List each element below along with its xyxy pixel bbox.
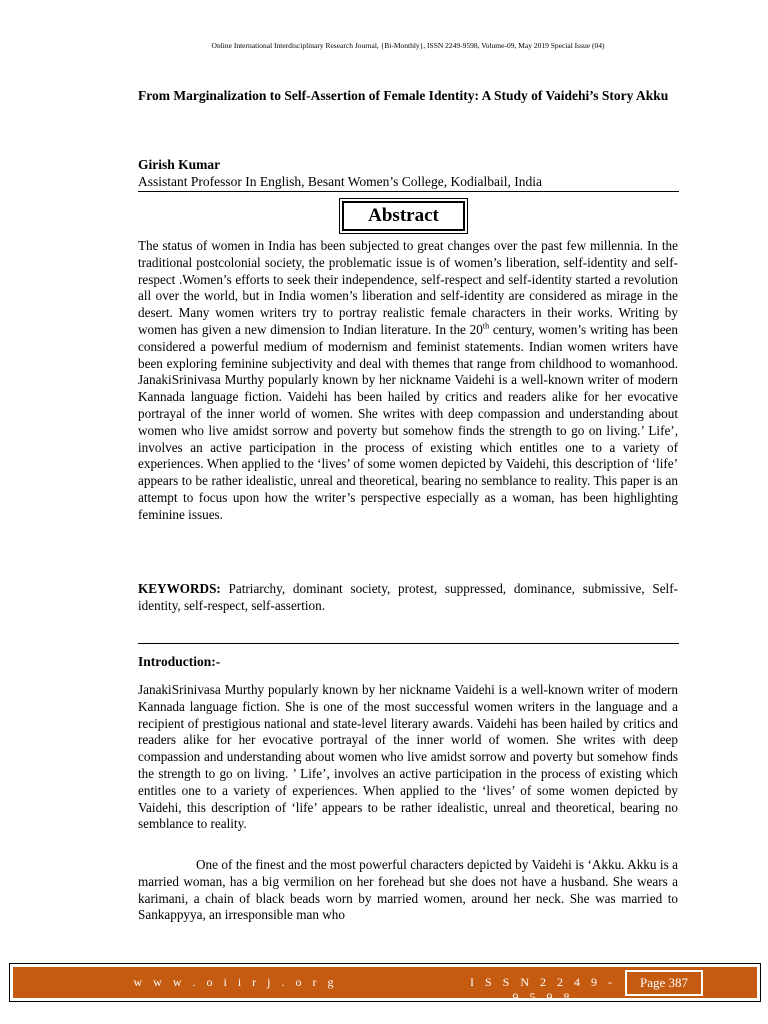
- page-footer: [9, 963, 761, 1002]
- abstract-superscript: th: [482, 321, 490, 331]
- abstract-heading: Abstract: [342, 201, 465, 231]
- abstract-text-part-2: century, women’s writing has been considered a powerful medium of modernism and feminist statements. Indian women writers have been exploring feminine subjectivity and deal with themes that range from childhood to womanhood. JanakiSrinivasa Murthy popularly known by her nickname Vaidehi is a well-known writer of modern Kannada language fiction. Vaidehi has been hailed by critics and readers alike for her evocative portrayal of the inner world of women. She writes with deep compassion and understanding about women who live amidst sorrow and poverty but somehow finds the strength to go on living.’ Life’, involves an active participation in the process of existing which entitles one to a variety of experiences. When applied to the ‘lives’ of some women depicted by Vaidehi, this description of ‘life’ appears to be rather idealistic, unreal and theoretical, bearing no semblance to reality. This paper is an attempt to focus upon how the writer’s perspective especially as a woman, has been highlighting feminine issues.: [138, 321, 678, 522]
- introduction-heading: Introduction:-: [138, 654, 221, 669]
- journal-header: Online International Interdisciplinary Research Journal, {Bi-Monthly}, ISSN 2249-9598, Volume-09, May 2019 Special Issue (04): [211, 41, 605, 50]
- footer-issn: I S S N 2 2 4 9 - 9 5 9 8: [469, 975, 616, 1004]
- footer-bar: [13, 967, 757, 1004]
- footer-website: w w w . o i i r j . o r g: [133, 975, 338, 989]
- introduction-paragraph-2: One of the finest and the most powerful characters depicted by Vaidehi is ‘Akku. Akku is a married woman, has a big vermilion on her forehead but she does not have a husband. She wears a karimani, a chain of black beads worn by married women, around her neck. She was married to Sankappyya, an irresponsible man who: [138, 857, 678, 923]
- abstract-text-part-1: The status of women in India has been subjected to great changes over the past few millennia. In the traditional postcolonial society, the problematic issue is of women’s liberation, self-identity and self-respect .Women’s efforts to seek their independence, self-respect and self-identity started a revolution all over the world, but in India women’s liberation and self-identity are considered as mirage in the desert. Many women writers try to portray realistic female characters in their works. Writing by women has given a new dimension to Indian literature. In the 20: [138, 238, 678, 337]
- header-divider: [138, 191, 679, 192]
- paper-title: From Marginalization to Self-Assertion of Female Identity: A Study of Vaidehi’s Story Akku: [138, 88, 669, 103]
- abstract-heading-box: [339, 198, 468, 234]
- keywords: [138, 581, 678, 615]
- author-name: Girish Kumar: [138, 157, 221, 172]
- keywords-text: Patriarchy, dominant society, protest, suppressed, dominance, submissive, Self-identity, self-respect, self-assertion.: [138, 581, 678, 613]
- keywords-label: KEYWORDS:: [138, 581, 221, 596]
- page-number: Page 387: [625, 970, 703, 996]
- abstract-text: [138, 238, 678, 524]
- author-affiliation: Assistant Professor In English, Besant Women’s College, Kodialbail, India: [138, 174, 542, 189]
- introduction-paragraph-1: JanakiSrinivasa Murthy popularly known by her nickname Vaidehi is a well-known writer of modern Kannada language fiction. She is one of the most successful women writers in the language and a recipient of prestigious national and state-level literary awards. Vaidehi has been hailed by critics and readers alike for her evocative portrayal of the inner world of women. She writes with deep compassion and understanding about women who live amidst sorrow and poverty but somehow finds the strength to go on living. ’ Life’, involves an active participation in the process of existing which entitles one to a variety of experiences. When applied to the ‘lives’ of some women depicted by Vaidehi, this description of ‘life’ appears to be rather idealistic, unreal and theoretical, bearing no semblance to reality.: [138, 682, 678, 832]
- abstract-divider: [138, 643, 679, 644]
